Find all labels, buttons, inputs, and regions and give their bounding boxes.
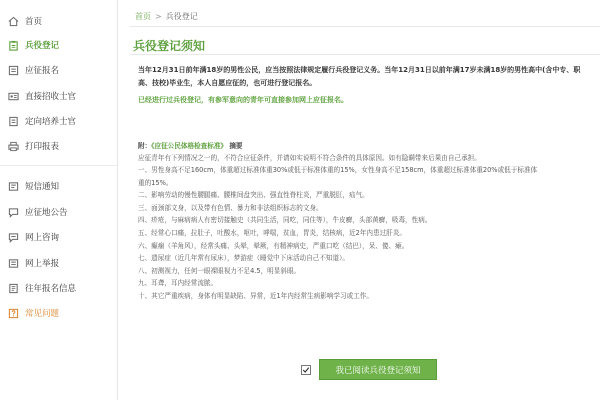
breadcrumb-current: 兵役登记: [165, 12, 198, 21]
intro-text: 当年12月31日前年满18岁的男性公民，应当按照法律规定履行兵役登记义务。当年12月31日以前年满17岁未满18岁的男性高中(含中专、职高、技校)毕业生，本人自愿应征的，也可进行登记报名。: [138, 66, 581, 87]
id-card-icon: [8, 91, 19, 102]
sidebar-item-home[interactable]: [0, 9, 118, 33]
agree-checkbox[interactable]: [301, 365, 311, 375]
health-standard-annex: [138, 140, 593, 303]
sidebar-item-label: 打印报表: [25, 142, 60, 152]
badge-icon: [8, 116, 19, 127]
sidebar-item-label: 网上咨询: [25, 233, 60, 243]
list-item: 五、经常心口痛，拉肚子，吐酸水，呕吐，哮喘，贫血，胃炎，结核病，近2年内患过肝炎。: [138, 228, 406, 237]
confirm-row: [301, 359, 437, 380]
annex-title: [138, 140, 593, 152]
sidebar-item-label: 短信通知: [25, 182, 60, 192]
report-icon: [8, 258, 19, 269]
sidebar-item-print-report[interactable]: [0, 134, 118, 158]
sidebar-item-sms-notice[interactable]: [0, 174, 118, 198]
history-icon: [8, 283, 19, 294]
annex-standard-name: 《应征公民体格检查标准》: [151, 142, 228, 150]
sidebar-item-label: 网上举报: [25, 259, 60, 269]
sidebar-divider: [0, 165, 118, 166]
clipboard-icon: [8, 40, 19, 51]
sidebar-item-online-report[interactable]: [0, 251, 118, 275]
sidebar-item-label: 应征地公告: [25, 208, 68, 218]
list-item: 八、初测视力，任何一眼裸眼视力不足4.5，明显斜眼。: [138, 266, 301, 275]
announcement-icon: [8, 207, 19, 218]
list-item: 重的15%。: [138, 178, 173, 187]
check-icon: [302, 366, 310, 374]
sidebar-item-label: 往年报名信息: [25, 284, 77, 294]
list-item: 二、影响劳动的慢性腰腿痛、腰椎间盘突出、强直性脊柱炎，严重脱肛，疝气。: [138, 191, 369, 200]
sidebar-item-faq[interactable]: [0, 301, 118, 325]
sidebar-item-directed-nco-training[interactable]: [0, 109, 118, 133]
sidebar-item-enlistment-announcement[interactable]: [0, 200, 118, 224]
sidebar-item-label: 定向培养士官: [25, 117, 77, 127]
page-title: 兵役登记须知: [133, 39, 206, 53]
list-item: 九、耳聋，耳内经常流脓。: [138, 279, 218, 288]
sidebar-item-direct-nco-recruit[interactable]: [0, 84, 118, 108]
breadcrumb-separator: >: [155, 12, 162, 21]
signup-notice: 已经进行过兵役登记，有参军意向的青年可直接参加网上应征报名。: [138, 96, 348, 104]
sidebar-item-enlistment-signup[interactable]: [0, 58, 118, 82]
confirm-read-button[interactable]: 我已阅读兵役登记须知: [319, 359, 437, 380]
list-item: 三、面颈部文身，以及带有色情、暴力和非法组织标志的文身。: [138, 203, 323, 212]
sidebar-item-label: 兵役登记: [25, 41, 60, 51]
annex-intro: 应征青年有下列情况之一的，不符合应征条件，并请如实说明不符合条件的具体原因。如有隐瞒带来后果由自己承担。: [138, 154, 481, 162]
printer-icon: [8, 141, 19, 152]
list-item: 七、遗尿症（近几年常有尿床），梦游症（睡觉中下床活动自己不知道）。: [138, 254, 349, 263]
message-icon: [8, 181, 19, 192]
title-divider: [130, 54, 600, 55]
list-item: 一、男性身高不足160cm，体重超过标准体重30%或低于标准体重的15%，女性身高不足158cm，体重超过标准体重20%或低于标准体: [138, 166, 538, 174]
sidebar-item-military-registration[interactable]: [0, 33, 118, 57]
chat-icon: [8, 232, 19, 243]
sidebar-item-label: 应征报名: [25, 66, 60, 76]
breadcrumb: [135, 11, 198, 22]
list-item: 四、疥疮，与麻病病人有密切接触史（共同生活，同吃，同住等），牛皮癣，头部黄癣，吸毒，性病。: [138, 216, 432, 225]
breadcrumb-home-link[interactable]: 首页: [135, 12, 151, 21]
annex-suffix: 摘要: [229, 142, 243, 150]
registration-notice: [138, 64, 593, 107]
form-icon: [8, 65, 19, 76]
list-item: 六、癫痫（羊角风），经常头痛、头晕，晕厥，有精神病史，严重口吃（结巴），呆、傻、瘫。: [138, 241, 409, 250]
annex-prefix: 附：: [138, 142, 152, 150]
question-icon: [8, 308, 19, 319]
list-item: 十、其它严重疾病，身体有明显缺陷、异常，近1年内经常生病影响学习或工作。: [138, 291, 373, 300]
home-icon: [8, 16, 19, 27]
sidebar-item-label: 常见问题: [25, 309, 60, 319]
sidebar-item-label: 首页: [25, 17, 43, 27]
sidebar-item-previous-years[interactable]: [0, 276, 118, 300]
sidebar-item-online-consult[interactable]: [0, 225, 118, 249]
sidebar-item-label: 直接招收士官: [25, 92, 77, 102]
sidebar: [0, 0, 118, 400]
breadcrumb-divider: [130, 26, 600, 27]
